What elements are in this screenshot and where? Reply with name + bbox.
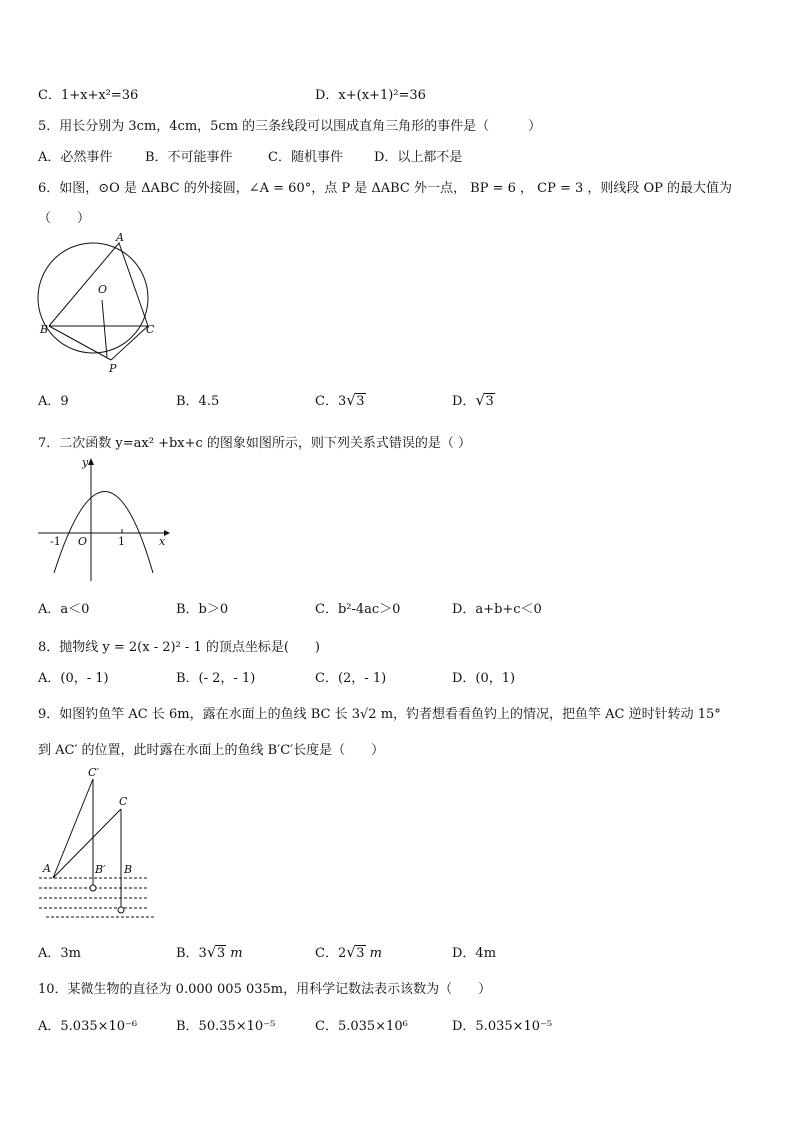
q8-option-d: D．(0，1): [452, 671, 516, 686]
q8-option-a: A．(0，- 1): [38, 671, 109, 686]
parabola: [54, 492, 153, 574]
q4-option-c: C．1+x+x²=36: [38, 88, 139, 103]
segment-cp: [111, 326, 148, 360]
label-y: y: [82, 456, 89, 469]
q6-option-c: C．3 √ 3: [315, 391, 365, 409]
hook-b-prime: [90, 885, 96, 891]
q6-option-d: D． √ 3: [452, 391, 494, 409]
q9-option-b: B．3 √ 3 m: [176, 943, 243, 961]
q8-option-b: B．(- 2，- 1): [176, 671, 256, 686]
label-c: C: [119, 795, 128, 808]
q5-option-d: D．以上都不是: [374, 150, 463, 165]
label-c-prime: C′: [88, 766, 99, 779]
q10-option-b: B．50.35×10⁻⁵: [176, 1019, 276, 1034]
label-c: C: [146, 323, 155, 336]
hook-b: [118, 907, 124, 913]
q5-option-c: C．随机事件: [268, 150, 343, 165]
q7-option-c: C．b²-4ac＞0: [315, 602, 401, 617]
q7-option-b: B．b＞0: [176, 602, 229, 617]
q5-option-a: A．必然事件: [38, 150, 113, 165]
circumcircle: [38, 243, 148, 353]
q9-option-c: C．2 √ 3 m: [315, 943, 382, 961]
q9-option-d: D．4m: [452, 946, 497, 961]
rod-ac: [53, 809, 121, 878]
label-a: A: [43, 862, 51, 875]
label-1: 1: [118, 535, 125, 548]
q10-option-d: D．5.035×10⁻⁵: [452, 1019, 553, 1034]
label-neg1: -1: [50, 535, 61, 548]
q7-stem: 7．二次函数 y=ax² +bx+c 的图象如图所示，则下列关系式错误的是（ ）: [38, 436, 472, 451]
q7-option-d: D．a+b+c＜0: [452, 602, 542, 617]
q9-fishing-figure: [36, 762, 160, 922]
label-b: B: [124, 863, 133, 876]
q6-option-a: A．9: [38, 394, 69, 409]
q9-stem-line2: 到 AC′ 的位置，此时露在水面上的鱼线 B′C′长度是（ ）: [38, 743, 385, 758]
label-x: x: [159, 535, 166, 548]
segment-bp: [49, 326, 111, 360]
q6-stem: 6．如图，⊙O 是 ΔABC 的外接圆，∠A = 60°，点 P 是 ΔABC 外一点， BP = 6 ， CP = 3 ，则线段 OP 的最大值为: [38, 181, 733, 196]
q4-option-d: D．x+(x+1)²=36: [315, 88, 426, 103]
q6-circle-figure: [36, 230, 166, 378]
q8-stem: 8．抛物线 y = 2(x - 2)² - 1 的顶点坐标是( ): [38, 640, 320, 655]
q8-option-c: C．(2，- 1): [315, 671, 387, 686]
q6-option-b: B．4.5: [176, 394, 220, 409]
label-p: P: [109, 362, 117, 375]
q10-option-c: C．5.035×10⁶: [315, 1019, 408, 1034]
label-b: B: [40, 323, 49, 336]
q6-answer-paren: （ ）: [38, 211, 91, 226]
rod-ac-prime: [53, 779, 93, 878]
label-o: O: [98, 283, 108, 296]
q10-option-a: A．5.035×10⁻⁶: [38, 1019, 138, 1034]
q9-option-a: A．3m: [38, 946, 81, 961]
q9-stem-line1: 9．如图钓鱼竿 AC 长 6m，露在水面上的鱼线 BC 长 3√2 m，钓者想看看鱼钓上的情况，把鱼竿 AC 逆时针转动 15°: [38, 707, 721, 722]
q7-option-a: A．a＜0: [38, 602, 90, 617]
q7-parabola-figure: [36, 455, 171, 585]
q5-option-b: B．不可能事件: [145, 150, 233, 165]
label-b-prime: B′: [95, 863, 106, 876]
q10-stem: 10．某微生物的直径为 0.000 005 035m，用科学记数法表示该数为（ ）: [38, 982, 492, 997]
segment-op: [102, 300, 107, 357]
label-origin: O: [78, 535, 88, 548]
q5-stem: 5．用长分别为 3cm，4cm，5cm 的三条线段可以围成直角三角形的事件是（ ）: [38, 119, 542, 134]
label-a: A: [116, 231, 124, 244]
